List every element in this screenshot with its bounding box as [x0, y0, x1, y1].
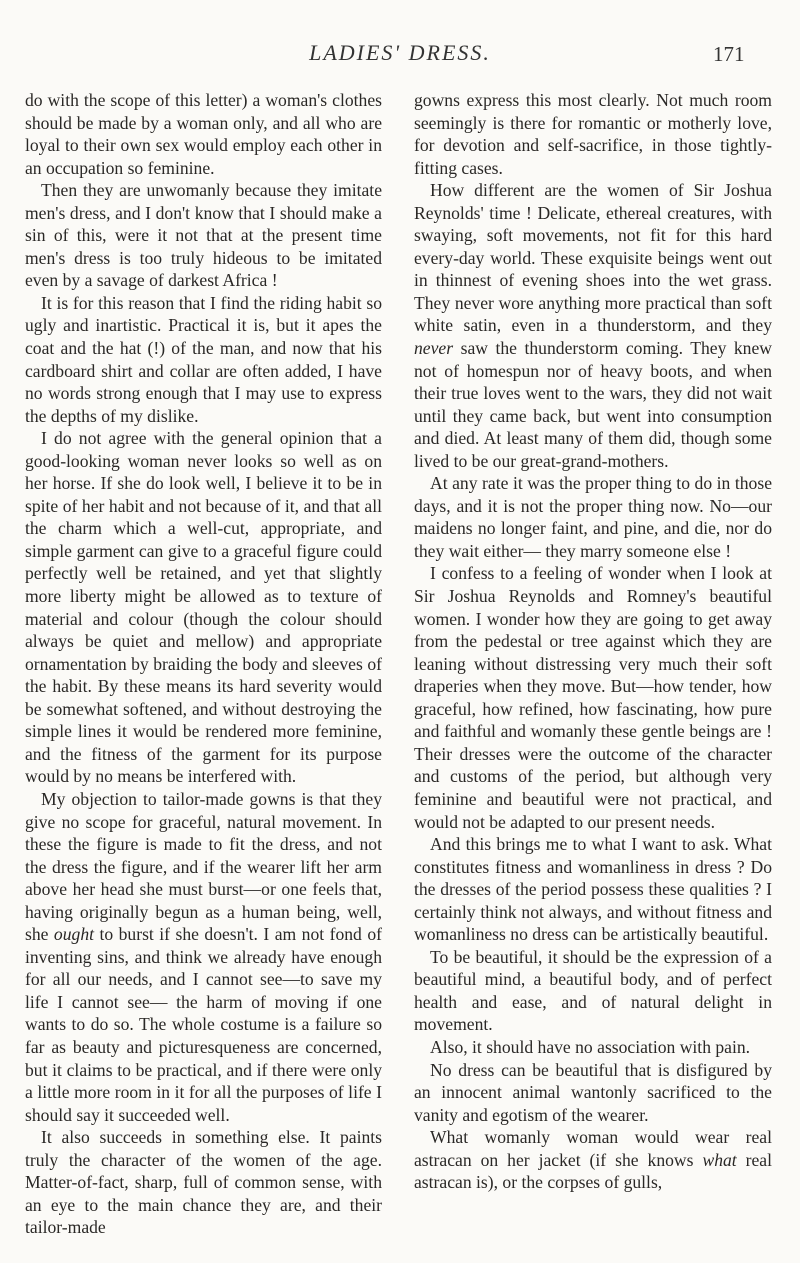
paragraph: To be beautiful, it should be the expression of a beautiful mind, a beautiful body, and of perfect health and ease, and of natural delight in movement.	[414, 946, 772, 1035]
text-run: What womanly woman would wear real astracan on her jacket (if she knows	[414, 1127, 772, 1170]
running-title: LADIES' DRESS.	[309, 40, 491, 65]
text-run: saw the thunderstorm coming. They knew not of homespun nor of heavy boots, and when their true loves went to the wars, they did not wait until they came back, but went into consumption and died. At least many of them did, though some lived to be our great-grand-mothers.	[414, 338, 772, 471]
paragraph: It is for this reason that I find the riding habit so ugly and inartistic. Practical it is, but it apes the coat and the hat (!) of the man, and now that his cardboard shirt and collar are often added, I have no words strong enough that I may use to express the depths of my dislike.	[25, 292, 382, 426]
emphasis: ought	[53, 924, 94, 945]
emphasis: never	[414, 338, 454, 359]
paragraph: No dress can be beautiful that is disfigured by an innocent animal wantonly sacrificed to the vanity and egotism of the wearer.	[414, 1059, 772, 1125]
text-run: to burst if she doesn't. I am not fond of inventing sins, and think we already have enough for all our needs, and I cannot see—to save my life I cannot see— the harm of moving if one wants to do so. The whole costume is a failure so far as beauty and picturesqueness are concerned, but it claims to be practical, and if there were only a little more room in it for all the purposes of life I should say it succeeded well.	[25, 924, 382, 1125]
page-number: 171	[713, 42, 745, 66]
paragraph: It also succeeds in something else. It paints truly the character of the women of the age. Matter-of-fact, sharp, full of common sense, with an eye to the main chance they are, and their tailor-made	[25, 1127, 382, 1238]
paragraph: Also, it should have no association with pain.	[430, 1036, 751, 1057]
paragraph: Then they are unwomanly because they imitate men's dress, and I don't know that I should make a sin of this, were it not that at the present time men's dress is too truly hideous to be imitated even by a savage of darkest Africa !	[25, 180, 382, 291]
paragraph: gowns express this most clearly. Not much room seemingly is there for romantic or motherly love, for devotion and self-sacrifice, in those tightly-fitting cases.	[414, 90, 772, 178]
paragraph	[414, 179, 772, 472]
paragraph	[414, 1126, 772, 1194]
page-header	[0, 40, 800, 76]
text-run: real astracan is), or the corpses of gulls,	[414, 1149, 773, 1193]
text-run: My objection to tailor-made gowns is that they give no scope for graceful, natural movement. In these the figure is made to fit the dress, and not the dress the figure, and if the wearer lift her arm above her head she must burst—or one feels that, having originally begun as a human being, well, she	[25, 788, 382, 945]
paragraph: do with the scope of this letter) a woman's clothes should be made by a woman only, and all who are loyal to their own sex would employ each other in an occupation so feminine.	[25, 90, 382, 178]
paragraph	[25, 788, 382, 1126]
paragraph: And this brings me to what I want to ask. What constitutes fitness and womanliness in dress ? Do the dresses of the period possess these qualities ? I certainly think not always, and without fitness and womanliness no dress can be artistically beautiful.	[414, 834, 772, 945]
paragraph: I confess to a feeling of wonder when I look at Sir Joshua Reynolds and Romney's beautiful women. I wonder how they are going to get away from the pedestal or tree against which they are leaning without distressing very much their soft draperies when they move. But—how tender, how graceful, how refined, how fascinating, how pure and faithful and womanly these gentle beings are ! Their dresses were the outcome of the character and customs of the period, but although very feminine and beautiful were not practical, and would not be adapted to our present needs.	[414, 563, 772, 832]
emphasis: what	[702, 1149, 737, 1170]
paragraph: I do not agree with the general opinion that a good-looking woman never looks so well as on her horse. If she do look well, I believe it to be in spite of her habit and not because of it, and that all the charm which a well-cut, appropriate, and simple garment can give to a graceful figure could perfectly well be retained, and yet that slightly more liberty might be allowed as to texture of material and colour (though the colour should always be quiet and mellow) and appropriate ornamentation by braiding the body and sleeves of the habit. By these means its hard severity would be somewhat softened, and without destroying the simple lines it would be rendered more feminine, and the fitness of the garment for its purpose would by no means be interfered with.	[25, 428, 382, 787]
right-column	[414, 89, 772, 1194]
text-run: How different are the women of Sir Joshua Reynolds' time ! Delicate, ethereal creatures, with swaying, soft movements, not fit for this hard every-day world. These exquisite beings went out in thinnest of evening shoes into the wet grass. They never wore anything more practical than soft white satin, even in a thunderstorm, and they	[414, 180, 772, 336]
left-column	[25, 89, 382, 1239]
paragraph: At any rate it was the proper thing to do in those days, and it is not the proper thing now. No—our maidens no longer faint, and pine, and die, nor do they wait either— they marry someone else !	[414, 473, 772, 561]
